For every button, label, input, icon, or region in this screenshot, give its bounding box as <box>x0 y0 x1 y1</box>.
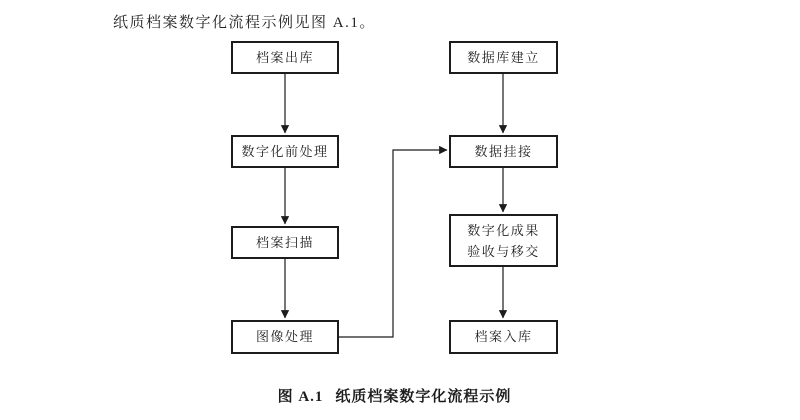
flow-step-label: 档案入库 <box>474 329 533 344</box>
figure-caption <box>231 385 558 406</box>
intro-text: 纸质档案数字化流程示例见图 A.1。 <box>113 15 376 31</box>
flow-step-label-line1: 数字化成果 <box>467 222 540 238</box>
flow-step-acceptance-and-transfer <box>449 214 558 267</box>
arrow-imageprocess-to-datalink <box>339 150 447 337</box>
flow-step-label-line2: 验收与移交 <box>467 243 540 259</box>
flow-step-label: 数据库建立 <box>467 49 540 65</box>
flow-step-label: 档案扫描 <box>255 234 314 250</box>
flow-step-archive-checkout <box>231 41 339 74</box>
flow-step-data-linking <box>449 135 558 168</box>
flow-step-archive-storage <box>449 320 558 354</box>
flow-step-label: 图像处理 <box>255 329 314 344</box>
flow-step-image-processing <box>231 320 339 354</box>
figure-caption-label: 图 A.1 <box>277 389 324 405</box>
flow-step-pre-digitization-processing <box>231 135 339 168</box>
flow-step-database-setup <box>449 41 558 74</box>
flow-step-label: 数据挂接 <box>474 143 533 159</box>
flow-step-archive-scanning <box>231 226 339 259</box>
flow-step-label: 档案出库 <box>255 49 314 65</box>
figure-caption-title: 纸质档案数字化流程示例 <box>335 389 512 405</box>
flow-step-label: 数字化前处理 <box>241 143 329 159</box>
